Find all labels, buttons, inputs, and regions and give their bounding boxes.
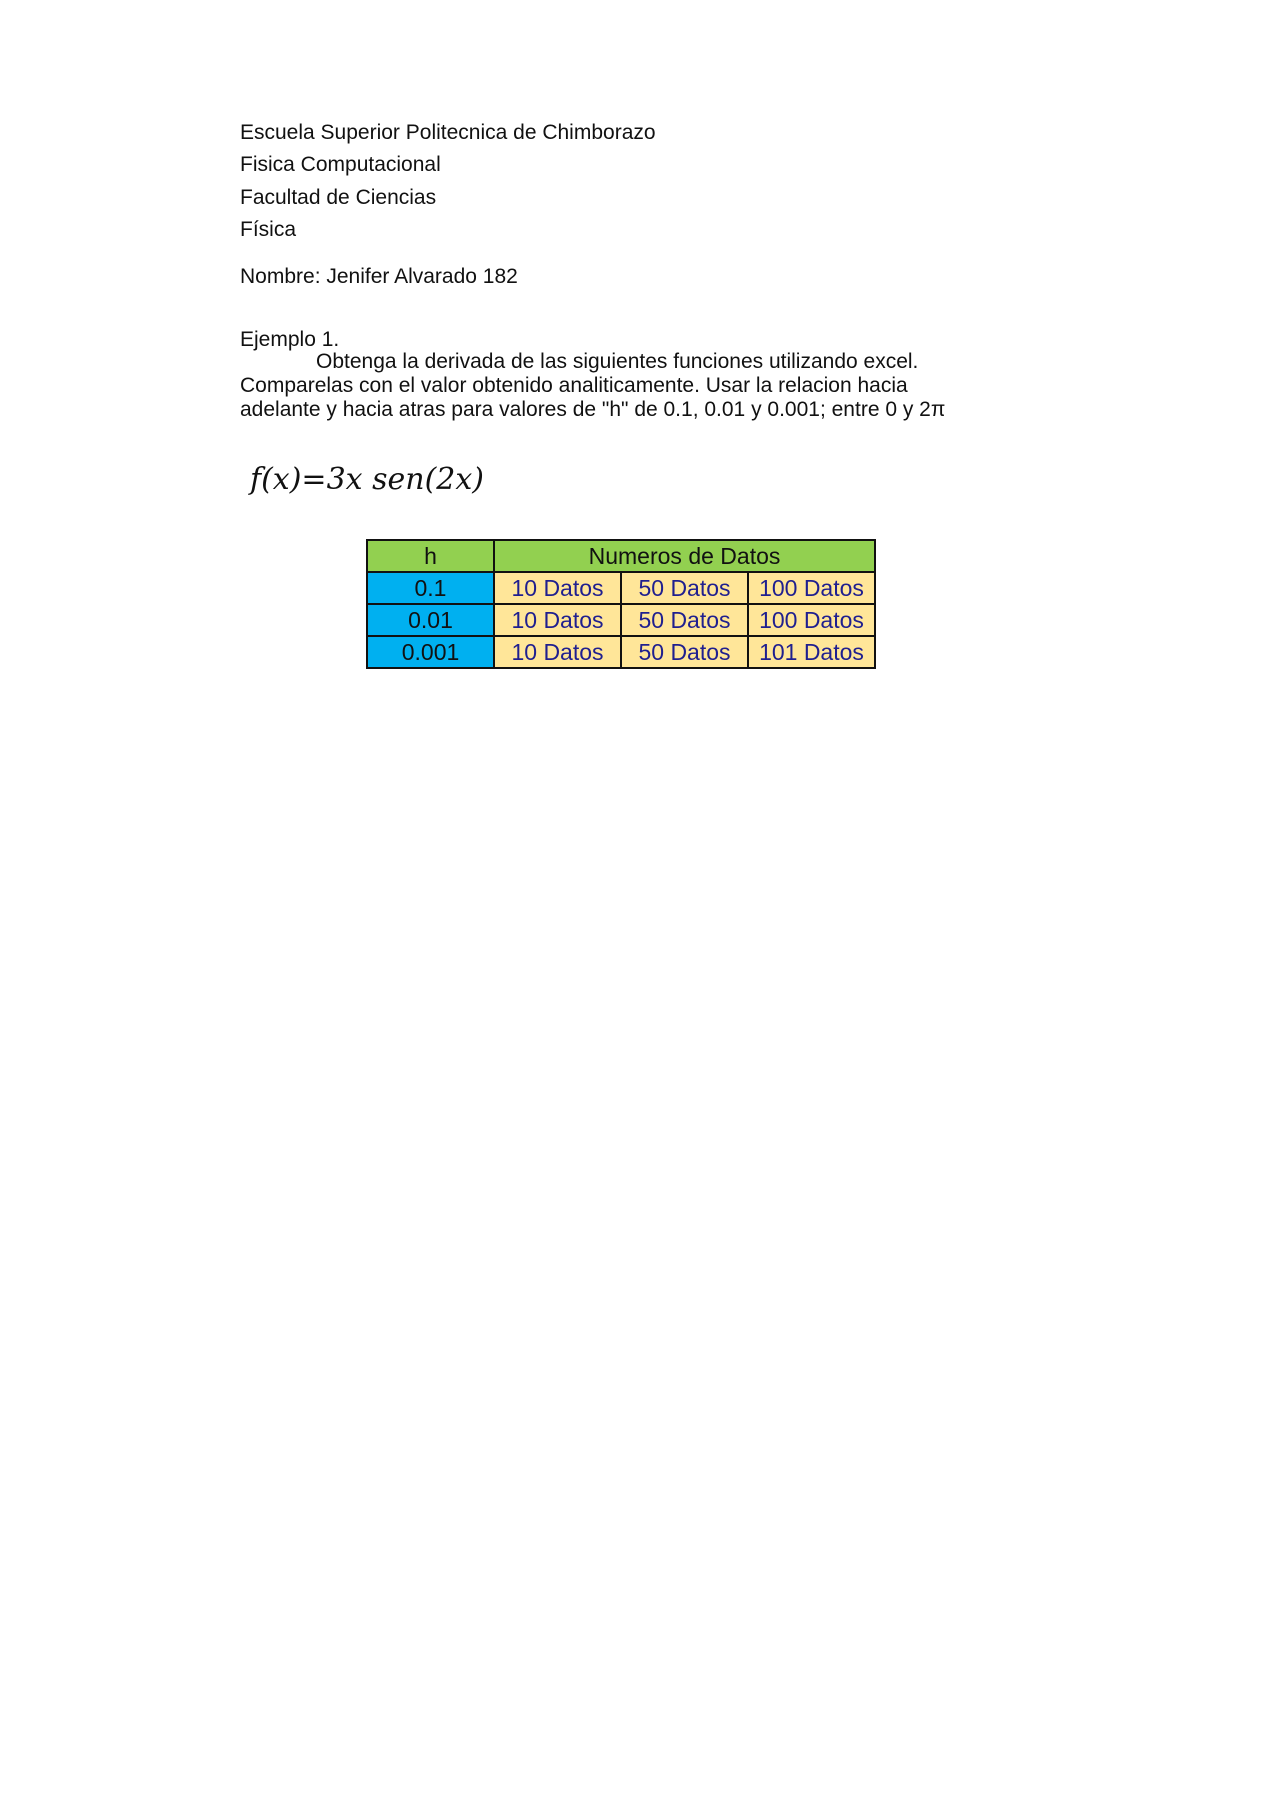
instruction-line-3: adelante y hacia atras para valores de "h" de 0.1, 0.01 y 0.001; entre 0 y 2π	[240, 398, 946, 421]
datos-cell: 10 Datos	[494, 636, 621, 668]
table-row	[367, 572, 875, 604]
table-row	[367, 636, 875, 668]
datos-cell: 50 Datos	[621, 604, 748, 636]
table-header-row	[367, 540, 875, 572]
h-value-cell: 0.01	[367, 604, 494, 636]
datos-cell: 100 Datos	[748, 604, 875, 636]
header-h-cell: h	[367, 540, 494, 572]
header-datos-cell: Numeros de Datos	[494, 540, 875, 572]
institution-line: Escuela Superior Politecnica de Chimborazo	[240, 121, 656, 144]
datos-cell: 50 Datos	[621, 636, 748, 668]
instruction-line-1: Obtenga la derivada de las siguientes funciones utilizando excel.	[316, 350, 919, 373]
datos-cell: 100 Datos	[748, 572, 875, 604]
datos-cell: 10 Datos	[494, 604, 621, 636]
exercise-title: Ejemplo 1.	[240, 328, 340, 351]
datos-cell: 10 Datos	[494, 572, 621, 604]
h-value-cell: 0.1	[367, 572, 494, 604]
function-formula: f(x)=3x sen(2x)	[250, 462, 484, 497]
course-line: Fisica Computacional	[240, 153, 441, 176]
instruction-line-2: Comparelas con el valor obtenido analiticamente. Usar la relacion hacia	[240, 374, 908, 397]
datos-cell: 50 Datos	[621, 572, 748, 604]
h-value-cell: 0.001	[367, 636, 494, 668]
author-name-line: Nombre: Jenifer Alvarado 182	[240, 265, 518, 288]
faculty-line: Facultad de Ciencias	[240, 186, 437, 209]
career-line: Física	[240, 218, 297, 241]
data-table	[366, 539, 876, 669]
table-row	[367, 604, 875, 636]
exercise-instructions	[240, 350, 1000, 422]
datos-cell: 101 Datos	[748, 636, 875, 668]
